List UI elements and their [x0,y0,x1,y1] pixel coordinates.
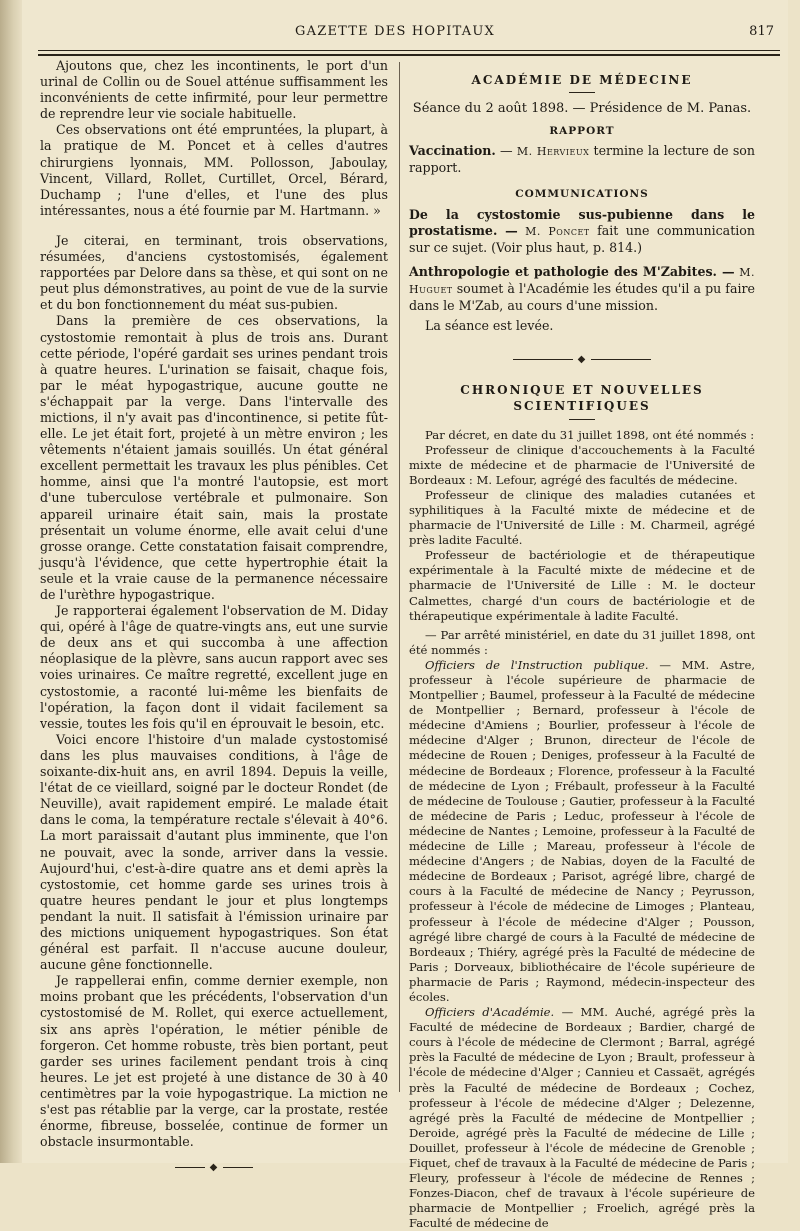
section-title-chronique: CHRONIQUE ET NOUVELLES SCIENTIFIQUES [409,382,755,414]
paragraph: Je rappellerai enfin, comme dernier exemple, non moins probant que les précédents, l'observation d'un cystostomisé de M. Rollet, qui exerce actuellement, six ans après l'opération, le métier pénible de forgeron. Cet homme robuste, très bien portant, peut garder ses urines facilement pendant trois à cinq heures. Le jet est projeté à une distance de 30 à 40 centimètres par la voie hypogastrique. La miction ne s'est pas rétablie par la verge, car la prostate, restée énorme, fibreuse, bosselée, continue de former un obstacle insurmontable. [40,973,388,1150]
officiers-instruction-label: Officiers de l'Instruction publique. [425,658,649,672]
title-rule [569,419,595,420]
page-number: 817 [749,24,774,39]
cystostomie-speaker: M. Poncet [525,225,589,238]
section-title-academie: ACADÉMIE DE MÉDECINE [409,72,755,88]
paragraph: Je citerai, en terminant, trois observations, résumées, d'anciens cystostomisés, également rapportées par Delore dans sa thèse, et qui sont on ne peut plus démonstratives, au point de vue de la survie et du bon fonctionnement du méat sus-pubien. [40,233,388,313]
vaccination-speaker: M. Hervieux [517,145,589,158]
column-divider [399,62,400,1092]
paragraph: Professeur de clinique des maladies cutanées et syphilitiques à la Faculté mixte de médecine et de pharmacie de l'Université de Lille : M. Charmeil, agrégé près ladite Faculté. [409,488,755,548]
officiers-academie-text: — MM. Auché, agrégé près la Faculté de médecine de Bordeaux ; Bardier, chargé de cours à l'école de médecine de Clermont ; Barral, agrégé près la Faculté de médecine de Lyon ; Brault, professeur à l'école de médecine d'Alger ; Cannieu et Cassaët, agrégés près la Faculté de médecine de Bordeaux ; Cochez, professeur à l'école de médecine d'Alger ; Delezenne, agrégé près la Faculté de médecine de Montpellier ; Deroide, agrégé près la Faculté de médecine de Lille ; Douillet, professeur à l'école de médecine de Grenoble ; Fiquet, chef de travaux à la Faculté de médecine de Paris ; Fleury, professeur à l'école de médecine de Rennes ; Fonzes-Diacon, chef de travaux à l'école supérieure de pharmacie de Montpellier ; Froelich, agrégé près la Faculté de médecine de [409,1005,755,1230]
left-column [40,58,388,1186]
cystostomie-text: fait une communication sur ce sujet. (Voir plus haut, p. 814.) [409,223,755,255]
seance-closing: La séance est levée. [409,318,755,334]
paragraph: — Par arrêté ministériel, en date du 31 juillet 1898, ont été nommés : [409,628,755,658]
section-ornament: ◆ [40,1160,388,1176]
officiers-instruction-text: — MM. Astre, professeur à l'école supérieure de pharmacie de Montpellier ; Baumel, professeur à la Faculté de médecine de Montpellier ; Bernard, professeur à l'école de médecine d'Amiens ; Bourlier, professeur à l'école de médecine d'Alger ; Brunon, directeur de l'école de médecine de Rouen ; Deniges, professeur à la Faculté de médecine de Bordeaux ; Florence, professeur à la Faculté de médecine de Lyon ; Frébault, professeur à la Faculté de médecine de Toulouse ; Gautier, professeur à la Faculté de médecine de Paris ; Leduc, professeur à l'école de médecine de Nantes ; Lemoine, professeur à la Faculté de médecine de Lille ; Mareau, professeur à l'école de médecine d'Angers ; de Nabias, doyen de la Faculté de médecine de Bordeaux ; Parisot, agrégé libre, chargé de cours à la Faculté de médecine de Nancy ; Peyrusson, professeur à l'école de médecine de Limoges ; Planteau, professeur à l'école de médecine d'Alger ; Pousson, agrégé libre chargé de cours à la Faculté de médecine de Bordeaux ; Thiéry, agrégé près la Faculté de médecine de Paris ; Dorveaux, bibliothécaire de l'école supérieure de pharmacie de Paris ; Raymond, médecin-inspecteur des écoles. [409,658,755,1004]
officiers-instruction-entry [409,658,755,1005]
chronique-body [409,428,755,1231]
paragraph-gap [40,219,388,233]
cystostomie-entry [409,207,755,256]
section-ornament: ◆ [409,352,755,368]
right-column [409,58,755,1231]
paragraph: Par décret, en date du 31 juillet 1898, ont été nommés : [409,428,755,443]
anthropologie-text: soumet à l'Académie les études qu'il a pu faire dans le M'Zab, au cours d'une mission. [409,281,755,313]
anthropologie-lead: Anthropologie et pathologie des M'Zabites. — [409,264,735,279]
vaccination-entry: Vaccination. — M. Hervieux termine la lecture de son rapport. [409,143,755,176]
cystostomie-lead: De la cystostomie sus-pubienne dans le prostatisme. — [409,207,755,238]
paragraph: Voici encore l'histoire d'un malade cystostomisé dans les plus mauvaises conditions, à l'âge de soixante-dix-huit ans, en avril 1894. Depuis la veille, l'état de ce vieillard, soigné par le docteur Rondet (de Neuville), avait rapidement empiré. Le malade était dans le coma, la température rectale s'élevait à 40°6. La mort paraissait d'autant plus imminente, que l'on ne pouvait, avec la sonde, arriver dans la vessie. Aujourd'hui, c'est-à-dire quatre ans et demi après la cystostomie, cet homme garde ses urines trois à quatre heures pendant le jour et plus longtemps pendant la nuit. Il satisfait à l'émission urinaire par des mictions uniquement hypogastriques. Son état général est parfait. Il n'accuse aucune douleur, aucune gêne fonctionnelle. [40,732,388,973]
paragraph: Ces observations ont été empruntées, la plupart, à la pratique de M. Poncet et à celles d'autres chirurgiens lyonnais, MM. Pollosson, Jaboulay, Vincent, Villard, Rollet, Curtillet, Orcel, Bérard, Duchamp ; l'une d'elles, et l'une des plus intéressantes, nous a été fournie par M. Hartmann. » [40,122,388,219]
header-double-rule [38,50,780,51]
anthropologie-speaker: M. Huguet [409,266,755,296]
page-spine-shadow [0,0,22,1163]
paragraph: Ajoutons que, chez les incontinents, le port d'un urinal de Collin ou de Souel atténue suffisamment les inconvénients de cette infirmité, pour leur permettre de reprendre leur vie sociale habituelle. [40,58,388,122]
paragraph: Dans la première de ces observations, la cystostomie remontait à plus de trois ans. Durant cette période, l'opéré gardait ses urines pendant trois à quatre heures. L'urination se faisait, chaque fois, par le méat hypogastrique, aucune goutte ne s'échappait par la verge. Dans l'intervalle des mictions, il n'y avait pas d'incontinence, si petite fût-elle. Le jet était fort, projeté à un mètre environ ; les vêtements n'étaient jamais souillés. Un état général excellent permettait les travaux les plus pénibles. Cet homme, ainsi que l'a montré l'autopsie, est mort d'une tuberculose vertébrale et pulmonaire. Son appareil urinaire était sain, mais la prostate présentait un volume énorme, elle avait celui d'une grosse orange. Cette constatation faisait comprendre, jusqu'à l'évidence, que cette hypertrophie était la seule et la vraie cause de la permanence nécessaire de l'urèthre hypogastrique. [40,313,388,603]
rapport-heading: RAPPORT [409,123,755,139]
session-line: Séance du 2 août 1898. — Présidence de M. Panas. [409,101,755,117]
paragraph: Professeur de clinique d'accouchements à la Faculté mixte de médecine et de pharmacie de l'Université de Bordeaux : M. Lefour, agrégé des facultés de médecine. [409,443,755,488]
anthropologie-entry [409,264,755,314]
vaccination-lead: Vaccination. [409,143,496,158]
paragraph: Je rapporterai également l'observation de M. Diday qui, opéré à l'âge de quatre-vingts ans, eut une survie de deux ans et qui succomba à une affection néoplasique de la plèvre, sans aucun rapport avec ses voies urinaires. Ce maître regretté, excellent juge en cystostomie, a raconté lui-même les bienfaits de l'opération, la façon dont il vidait facilement sa vessie, toutes les fois qu'il en éprouvait le besoin, etc. [40,603,388,732]
paragraph: Professeur de bactériologie et de thérapeutique expérimentale à la Faculté mixte de médecine et de pharmacie de l'Université de Lille : M. le docteur Calmettes, chargé d'un cours de bactériologie et de thérapeutique expérimentale à ladite Faculté. [409,548,755,623]
communications-heading: COMMUNICATIONS [409,186,755,202]
officiers-academie-entry [409,1005,755,1231]
page-header [10,20,780,42]
officiers-academie-label: Officiers d'Académie. [425,1005,554,1019]
title-rule [569,92,595,93]
vaccination-text: termine la lecture de son rapport. [409,143,755,175]
running-title: GAZETTE DES HOPITAUX [10,24,780,39]
